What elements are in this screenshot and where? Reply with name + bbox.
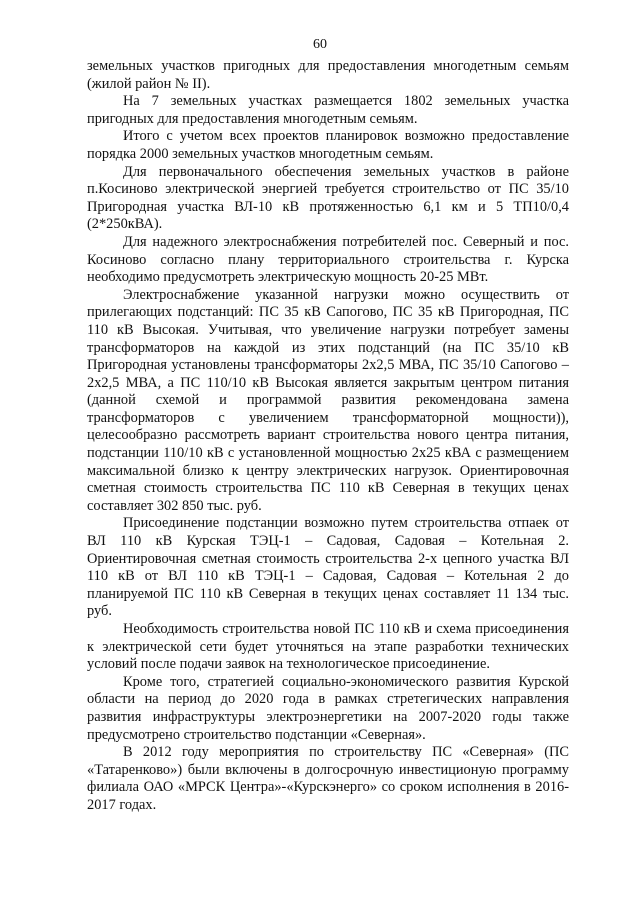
paragraph-6: Электроснабжение указанной нагрузки можно осуществить от прилегающих подстанций: ПС 35 кВ Сапогово, ПС 35 кВ Пригородная, ПС 110 кВ Высокая. Учитывая, что увеличение нагрузки потребует замены трансформаторов на каждой из этих подстанций (на ПС 35/10 кВ Пригородная установлены трансформаторы 2х2,5 МВА, ПС 35/10 Сапогово – 2х2,5 МВА, а ПС 110/10 кВ Высокая является закрытым центром питания (данной схемой и программой развития рекомендована замена трансформаторов с увеличением трансформаторной мощности)), целесообразно рассмотреть вариант строительства нового центра питания, подстанции 110/10 кВ с установленной мощностью 2х25 кВА с размещением максимальной близко к центру электрических нагрузок. Ориентировочная сметная стоимость строительства ПС 110 кВ Северная в текущих ценах составляет 302 850 тыс. руб. (87, 286, 569, 514)
document-body (87, 58, 569, 815)
paragraph-1: земельных участков пригодных для предоставления многодетным семьям (жилой район № II). (87, 58, 569, 92)
paragraph-5: Для надежного электроснабжения потребителей пос. Северный и пос. Косиново согласно плану территориального строительства г. Курска необходимо предусмотреть электрическую мощность 20-25 МВт. (87, 233, 569, 286)
paragraph-9: Кроме того, стратегией социально-экономического развития Курской области на период до 2020 года в рамках стретегических направления развития инфраструктуры электроэнергетики на 2007-2020 годы также предусмотрено строительство подстанции «Северная». (87, 673, 569, 743)
paragraph-3: Итого с учетом всех проектов планировок возможно предоставление порядка 2000 земельных участков многодетным семьям. (87, 128, 569, 162)
paragraph-4: Для первоначального обеспечения земельных участков в районе п.Косиново электрической энергией требуется строительство от ПС 35/10 Пригородная участка ВЛ-10 кВ протяженностью 6,1 км и 5 ТП10/0,4 (2*250кВА). (87, 163, 569, 233)
paragraph-7: Присоединение подстанции возможно путем строительства отпаек от ВЛ 110 кВ Курская ТЭЦ-1 – Садовая, Садовая – Котельная 2. Ориентировочная сметная стоимость строительства 2-х цепного участка ВЛ 110 кВ от ВЛ 110 кВ ТЭЦ-1 – Садовая, Садовая – Котельная 2 до планируемой ПС 110 кВ Северная в текущих ценах составляет 11 134 тыс. руб. (87, 515, 569, 620)
paragraph-2: На 7 земельных участках размещается 1802 земельных участка пригодных для предоставления многодетным семьям. (87, 93, 569, 127)
paragraph-8: Необходимость строительства новой ПС 110 кВ и схема присоединения к электрической сети будет уточняться на этапе разработки технических условий после подачи заявок на технологическое присоединение. (87, 621, 569, 673)
page-number: 60 (313, 37, 327, 52)
paragraph-10: В 2012 году мероприятия по строительству ПС «Северная» (ПС «Татаренково») были включены в долгосрочную инвестиционую программу филиала ОАО «МРСК Центра»-«Курскэнерго» со сроком исполнения в 2016-2017 годах. (87, 744, 569, 813)
